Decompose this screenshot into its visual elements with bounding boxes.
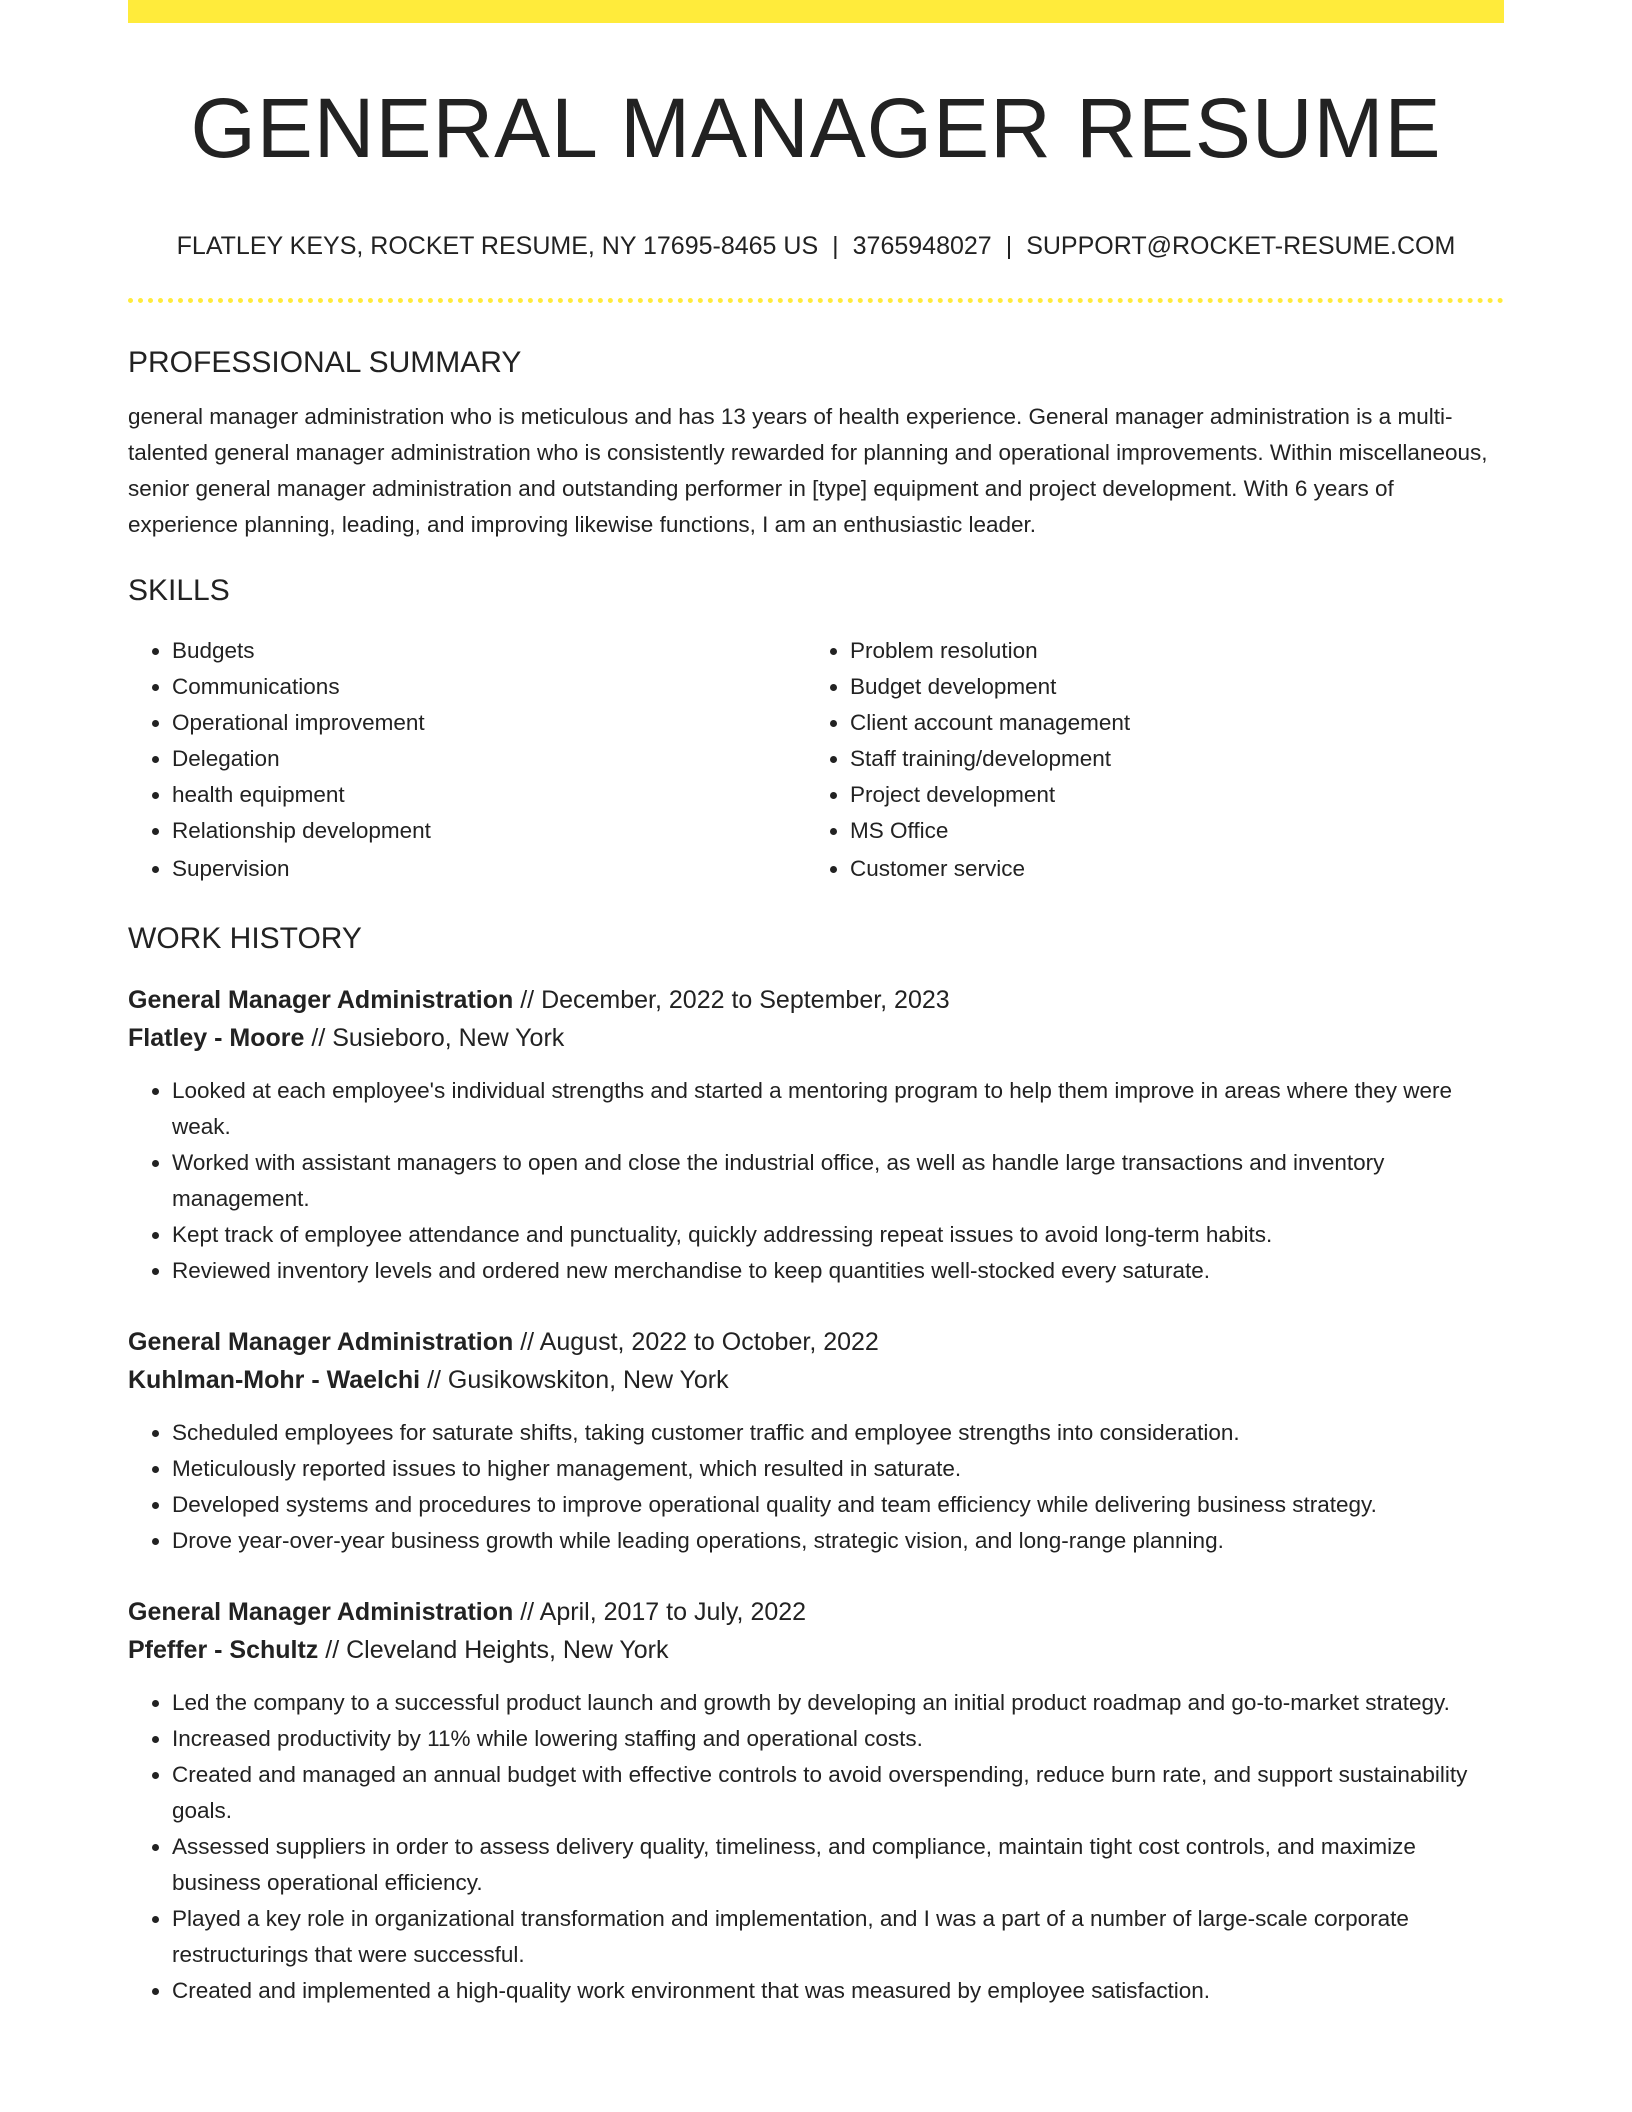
skill-item: • Operational improvement (172, 705, 806, 741)
job-bullet: • Led the company to a successful product launch and growth by developing an initial product roadmap and go-to-market strategy. (172, 1685, 1504, 1721)
job-location: // Susieboro, New York (304, 1024, 565, 1052)
job-title: General Manager Administration (128, 1598, 514, 1626)
job-bullets (128, 1073, 1504, 1289)
job-location: // Cleveland Heights, New York (318, 1636, 669, 1664)
skill-item: • health equipment (172, 777, 806, 813)
job-bullets (128, 1685, 1504, 2009)
contact-email: SUPPORT@ROCKET-RESUME.COM (1026, 232, 1456, 260)
job-bullet: • Drove year-over-year business growth while leading operations, strategic vision, and long-range planning. (172, 1523, 1504, 1559)
job-bullet: • Created and implemented a high-quality work environment that was measured by employee satisfaction. (172, 1973, 1504, 2009)
skills-list-right (806, 633, 1504, 887)
job-bullet: • Kept track of employee attendance and punctuality, quickly addressing repeat issues to avoid long-term habits. (172, 1217, 1504, 1253)
job-bullet: • Increased productivity by 11% while lowering staffing and operational costs. (172, 1721, 1504, 1757)
job-entry (128, 1593, 1504, 2009)
job-bullet: • Developed systems and procedures to improve operational quality and team efficiency while delivering business strategy. (172, 1487, 1504, 1523)
job-bullet: • Assessed suppliers in order to assess delivery quality, timeliness, and compliance, maintain tight cost controls, and maximize business operational efficiency. (172, 1829, 1504, 1901)
skill-item: • Supervision (172, 851, 806, 887)
skill-item: • Client account management (850, 705, 1504, 741)
skill-item: • Problem resolution (850, 633, 1504, 669)
job-bullet: • Looked at each employee's individual strengths and started a mentoring program to help them improve in areas where they were weak. (172, 1073, 1504, 1145)
resume-page (128, 0, 1504, 2009)
contact-address: FLATLEY KEYS, ROCKET RESUME, NY 17695-8465 US (176, 232, 819, 260)
job-company: Kuhlman-Mohr - Waelchi (128, 1366, 421, 1394)
job-company: Pfeffer - Schultz (128, 1636, 319, 1664)
job-entry (128, 1323, 1504, 1559)
skills-grid (128, 633, 1504, 887)
job-dates: // August, 2022 to October, 2022 (513, 1328, 879, 1356)
skill-item: • Project development (850, 777, 1504, 813)
job-bullet: • Played a key role in organizational transformation and implementation, and I was a part of a number of large-scale corporate restructurings that were successful. (172, 1901, 1504, 1973)
job-title: General Manager Administration (128, 1328, 514, 1356)
job-location: // Gusikowskiton, New York (420, 1366, 729, 1394)
contact-phone: 3765948027 (852, 232, 992, 260)
skill-item: • MS Office (850, 813, 1504, 849)
contact-line (128, 230, 1504, 262)
skill-item: • Budgets (172, 633, 806, 669)
job-bullet: • Reviewed inventory levels and ordered new merchandise to keep quantities well-stocked every saturate. (172, 1253, 1504, 1289)
skill-item: • Delegation (172, 741, 806, 777)
job-bullet: • Created and managed an annual budget with effective controls to avoid overspending, reduce burn rate, and support sustainability goals. (172, 1757, 1504, 1829)
job-title-line (128, 981, 1504, 1019)
skill-item: • Staff training/development (850, 741, 1504, 777)
work-history-heading: WORK HISTORY (128, 922, 362, 955)
accent-bar (128, 0, 1504, 23)
contact-separator: | (832, 232, 839, 260)
job-bullets (128, 1415, 1504, 1559)
dotted-divider (128, 298, 1504, 303)
job-title-line (128, 1323, 1504, 1361)
summary-heading: PROFESSIONAL SUMMARY (128, 346, 522, 379)
summary-text: general manager administration who is meticulous and has 13 years of health experience. General manager administration is a multi-talented general manager administration who is consistently rewarded for planning and operational improvements. Within miscellaneous, senior general manager administration and outstanding performer in [type] equipment and project development. With 6 years of experience planning, leading, and improving likewise functions, I am an enthusiastic leader. (128, 404, 1488, 537)
job-company-line (128, 1361, 1504, 1399)
job-company-line (128, 1019, 1504, 1057)
skill-item: • Communications (172, 669, 806, 705)
skill-item: • Budget development (850, 669, 1504, 705)
skills-heading: SKILLS (128, 574, 230, 607)
job-bullet: • Meticulously reported issues to higher management, which resulted in saturate. (172, 1451, 1504, 1487)
job-bullet: • Scheduled employees for saturate shifts, taking customer traffic and employee strengths into consideration. (172, 1415, 1504, 1451)
skill-item: • Relationship development (172, 813, 806, 849)
job-bullet: • Worked with assistant managers to open and close the industrial office, as well as handle large transactions and inventory management. (172, 1145, 1504, 1217)
contact-separator: | (1005, 232, 1013, 260)
job-entry (128, 981, 1504, 1289)
job-title: General Manager Administration (128, 986, 514, 1014)
job-company: Flatley - Moore (128, 1024, 305, 1052)
job-dates: // April, 2017 to July, 2022 (513, 1598, 807, 1626)
resume-title: GENERAL MANAGER RESUME (190, 81, 1442, 175)
job-title-line (128, 1593, 1504, 1631)
skills-list-left (128, 633, 806, 887)
job-company-line (128, 1631, 1504, 1669)
skill-item: • Customer service (850, 851, 1504, 887)
job-dates: // December, 2022 to September, 2023 (513, 986, 950, 1014)
